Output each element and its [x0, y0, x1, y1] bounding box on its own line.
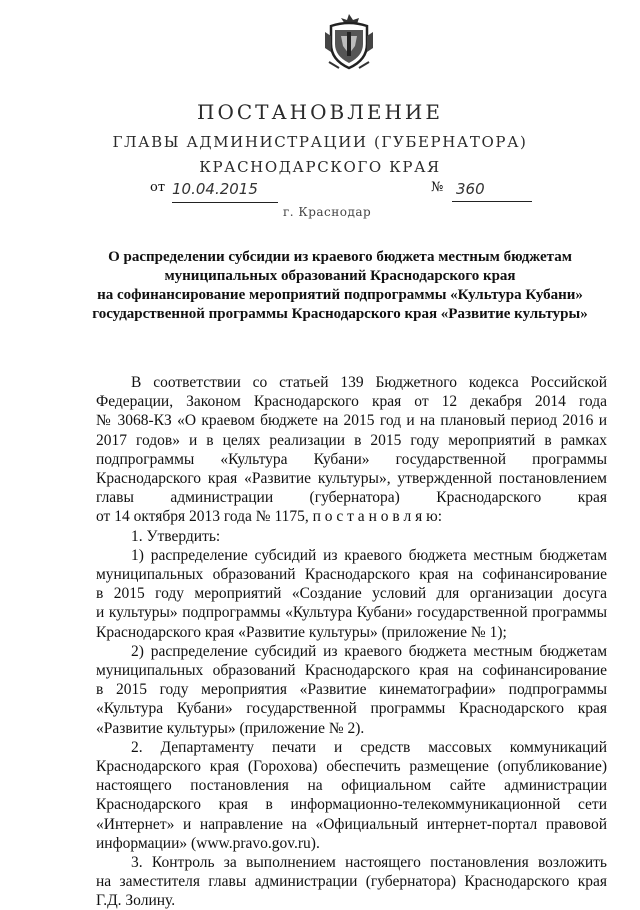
- body-line: главы администрации (губернатора) Краснодарского края: [96, 489, 607, 507]
- body-line: подпрограммы «Культура Кубани» государственной программы: [96, 450, 607, 468]
- body-line: В соответствии со статьей 139 Бюджетного кодекса Российской: [131, 374, 607, 391]
- body-line: в 2015 году мероприятий «Создание условий для организации досуга: [96, 585, 607, 603]
- body-line: Краснодарского края «Развитие культуры», утвержденной постановлением: [96, 470, 607, 487]
- body-line: «Развитие культуры» (приложение № 2).: [96, 719, 365, 737]
- body-line: № 3068-КЗ «О краевом бюджете на 2015 год и на плановый период 2016 и: [96, 412, 607, 430]
- city-label: г. Краснодар: [283, 205, 372, 219]
- body-line: 1. Утвердить:: [131, 527, 221, 545]
- issuer-heading: ГЛАВЫ АДМИНИСТРАЦИИ (ГУБЕРНАТОРА): [112, 133, 528, 151]
- number-value: 360: [452, 180, 532, 202]
- body-line: Г.Д. Золину.: [96, 892, 176, 910]
- body-line: Федерации, Законом Краснодарского края от 12 декабря 2014 года: [96, 393, 607, 411]
- body-line: 2) распределение субсидий из краевого бюджета местным бюджетам: [131, 642, 607, 660]
- body-line: настоящего постановления на официальном сайте администрации: [96, 777, 607, 795]
- body-line: Краснодарского края в информационно-телекоммуникационной сети: [96, 796, 607, 814]
- body-line: на заместителя главы администрации (губернатора) Краснодарского края: [96, 873, 607, 891]
- body-line: от 14 октября 2013 года № 1175, п о с т а н о в л я ю:: [96, 508, 443, 526]
- body-line: муниципальных образований Краснодарского края на софинансирование: [96, 566, 607, 583]
- body-line: и культуры» подпрограммы «Культура Кубани» государственной программы: [96, 604, 607, 622]
- body-line: информации» (www.pravo.gov.ru).: [96, 834, 320, 852]
- date-value: 10.04.2015: [172, 180, 278, 203]
- title-line: на софинансирование мероприятий подпрограммы «Культура Кубани»: [97, 287, 583, 303]
- title-line: муниципальных образований Краснодарского края: [164, 268, 516, 284]
- coat-of-arms-icon: [323, 12, 375, 72]
- body-line: в 2015 году мероприятия «Развитие кинематографии» подпрограммы: [96, 681, 607, 699]
- body-line: муниципальных образований Краснодарского края на софинансирование: [96, 662, 607, 679]
- number-label: №: [431, 180, 444, 195]
- body-line: «Интернет» и направление на «Официальный интернет-портал правовой: [96, 815, 607, 833]
- body-line: Краснодарского края (Горохова) обеспечить размещение (опубликование): [96, 758, 607, 775]
- title-line: государственной программы Краснодарского края «Развитие культуры»: [92, 306, 588, 322]
- body-line: 2017 годов» и в целях реализации в 2015 году мероприятий в рамках: [96, 431, 607, 449]
- body-line: 3. Контроль за выполнением настоящего постановления возложить: [131, 854, 607, 871]
- doc-type-heading: ПОСТАНОВЛЕНИЕ: [197, 100, 443, 124]
- date-label: от: [150, 180, 166, 195]
- body-line: 2. Департаменту печати и средств массовых коммуникаций: [131, 738, 607, 756]
- region-heading: КРАСНОДАРСКОГО КРАЯ: [199, 158, 441, 176]
- body-line: 1) распределение субсидий из краевого бюджета местным бюджетам: [131, 546, 607, 564]
- body-line: «Культура Кубани» государственной программы Краснодарского края: [96, 700, 607, 718]
- title-line: О распределении субсидии из краевого бюджета местным бюджетам: [108, 249, 572, 265]
- body-line: Краснодарского края «Развитие культуры» (приложение № 1);: [96, 623, 507, 641]
